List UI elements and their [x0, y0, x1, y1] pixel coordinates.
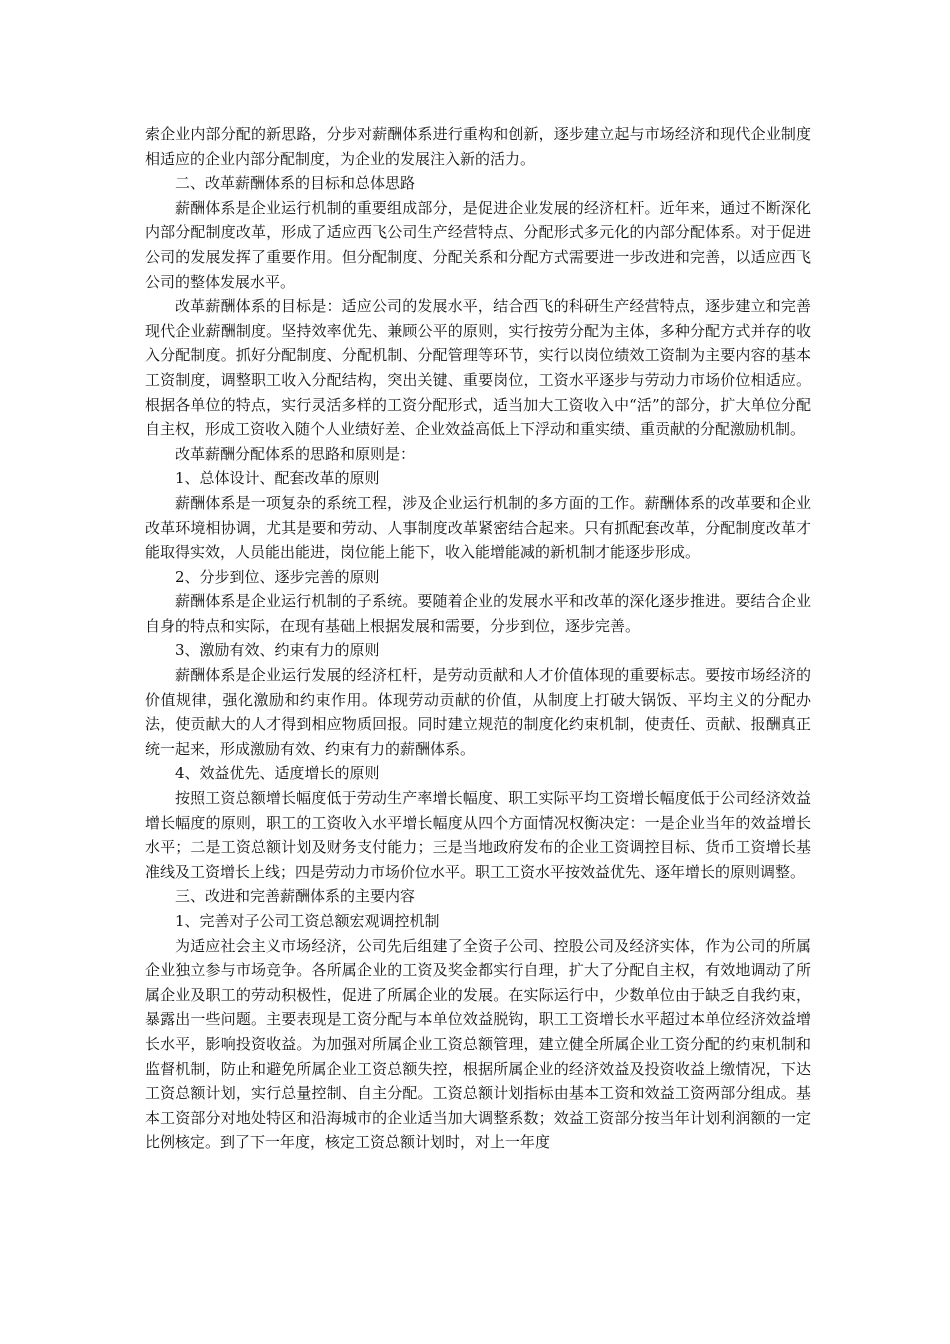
paragraph: 薪酬体系是一项复杂的系统工程，涉及企业运行机制的多方面的工作。薪酬体系的改革要和企业改革环境相协调，尤其是要和劳动、人事制度改革紧密结合起来。只有抓配套改革，分配制度改革才能取得实效，人员能出能进，岗位能上能下，收入能增能减的新机制才能逐步形成。 [145, 493, 811, 562]
subheading-principle-4: 4、效益优先、适度增长的原则 [175, 764, 380, 783]
section-heading-2: 二、改革薪酬体系的目标和总体思路 [175, 174, 416, 193]
paragraph: 按照工资总额增长幅度低于劳动生产率增长幅度、职工实际平均工资增长幅度低于公司经济效益增长幅度的原则，职工的工资收入水平增长幅度从四个方面情况权衡决定：一是企业当年的效益增长水平；二是工资总额计划及财务支付能力；三是当地政府发布的企业工资调控目标、货币工资增长基准线及工资增长上线；四是劳动力市场价位水平。职工工资水平按效益优先、逐年增长的原则调整。 [145, 789, 811, 881]
subheading-content-1: 1、完善对子公司工资总额宏观调控机制 [175, 912, 440, 930]
paragraph: 薪酬体系是企业运行机制的子系统。要随着企业的发展水平和改革的深化逐步推进。要结合企业自身的特点和实际，在现有基础上根据发展和需要，分步到位，逐步完善。 [145, 592, 811, 635]
paragraph: 改革薪酬体系的目标是：适应公司的发展水平，结合西飞的科研生产经营特点，逐步建立和完善现代企业薪酬制度。坚持效率优先、兼顾公平的原则，实行按劳分配为主体，多种分配方式并存的收入分配制度。抓好分配制度、分配机制、分配管理等环节，实行以岗位绩效工资制为主要内容的基本工资制度，调整职工收入分配结构，突出关键、重要岗位，工资水平逐步与劳动力市场价位相适应。根据各单位的特点，实行灵活多样的工资分配形式，适当加大工资收入中“活”的部分，扩大单位分配自主权，形成工资收入随个人业绩好差、企业效益高低上下浮动和重实绩、重贡献的分配激励机制。 [145, 297, 811, 439]
subheading-principle-3: 3、激励有效、约束有力的原则 [175, 641, 380, 660]
subheading-principle-1: 1、总体设计、配套改革的原则 [175, 469, 380, 488]
paragraph: 为适应社会主义市场经济，公司先后组建了全资子公司、控股公司及经济实体，作为公司的所属企业独立参与市场竞争。各所属企业的工资及奖金都实行自理，扩大了分配自主权，有效地调动了所属企业及职工的劳动积极性，促进了所属企业的发展。在实际运行中，少数单位由于缺乏自我约束，暴露出一些问题。主要表现是工资分配与本单位效益脱钩，职工工资增长水平超过本单位经济效益增长水平，影响投资收益。为加强对所属企业工资总额管理，建立健全所属企业工资分配的约束机制和监督机制，防止和避免所属企业工资总额失控，根据所属企业的经济效益及投资收益上缴情况，下达工资总额计划，实行总量控制、自主分配。工资总额计划指标由基本工资和效益工资两部分组成。基本工资部分对地处特区和沿海城市的企业适当加大调整系数；效益工资部分按当年计划利润额的一定比例核定。到了下一年度，核定工资总额计划时，对上一年度 [145, 936, 811, 1152]
subheading-principle-2: 2、分步到位、逐步完善的原则 [175, 567, 380, 586]
paragraph: 改革薪酬分配体系的思路和原则是： [175, 444, 416, 463]
paragraph: 薪酬体系是企业运行机制的重要组成部分，是促进企业发展的经济杠杆。近年来，通过不断深化内部分配制度改革，形成了适应西飞公司生产经营特点、分配形式多元化的内部分配体系。对于促进公司的发展发挥了重要作用。但分配制度、分配关系和分配方式需要进一步改进和完善，以适应西飞公司的整体发展水平。 [145, 198, 811, 291]
section-heading-3: 三、改进和完善薪酬体系的主要内容 [175, 887, 416, 906]
paragraph-continuation: 索企业内部分配的新思路，分步对薪酬体系进行重构和创新，逐步建立起与市场经济和现代企业制度相适应的企业内部分配制度，为企业的发展注入新的活力。 [145, 125, 811, 168]
document-body [145, 122, 811, 1155]
paragraph: 薪酬体系是企业运行发展的经济杠杆，是劳动贡献和人才价值体现的重要标志。要按市场经济的价值规律，强化激励和约束作用。体现劳动贡献的价值，从制度上打破大锅饭、平均主义的分配办法，使贡献大的人才得到相应物质回报。同时建立规范的制度化约束机制，使责任、贡献、报酬真正统一起来，形成激励有效、约束有力的薪酬体系。 [145, 666, 811, 758]
